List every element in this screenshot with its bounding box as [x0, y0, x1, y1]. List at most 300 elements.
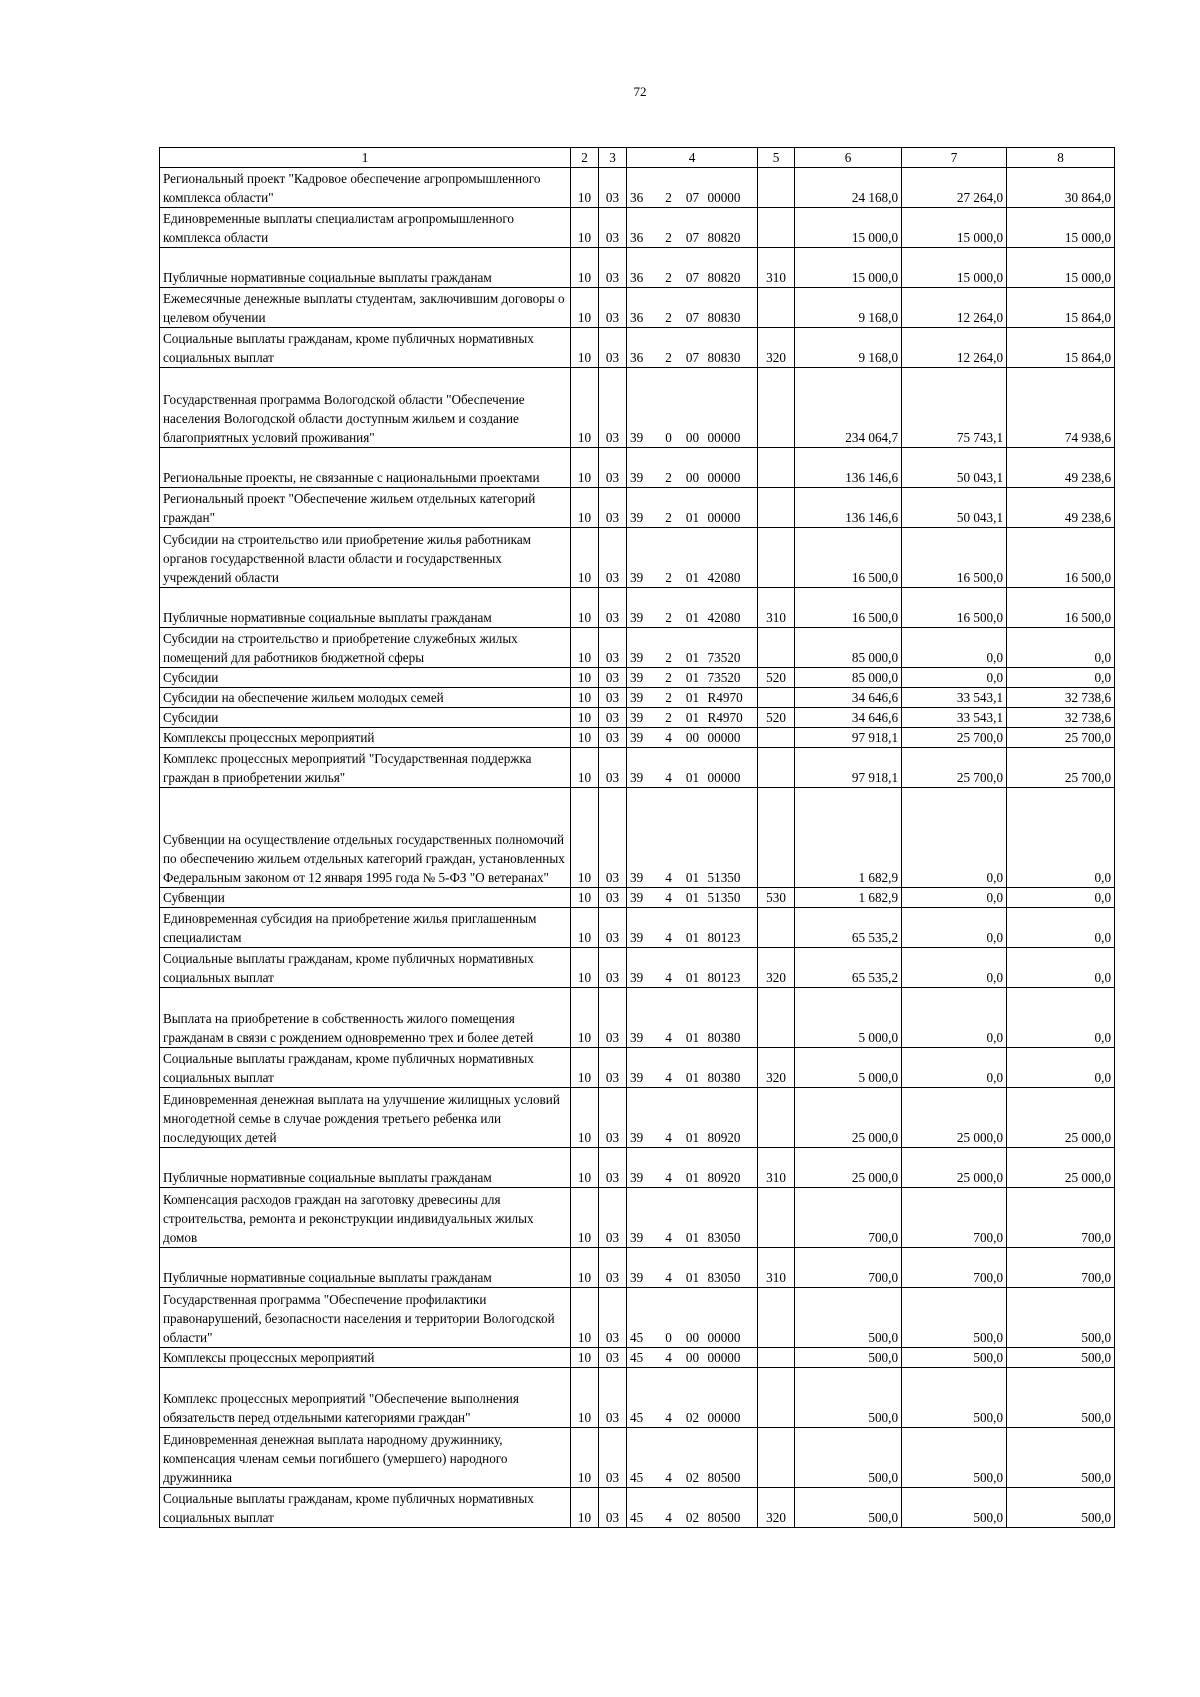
value-col-7: 0,0	[902, 788, 1007, 888]
direction-code: 00000	[705, 728, 758, 748]
subprogram-code: 0	[657, 368, 681, 448]
row-name: Государственная программа "Обеспечение профилактики правонарушений, безопасности населения и территории Вологодской области"	[160, 1288, 571, 1348]
value-col-6: 24 168,0	[795, 168, 902, 208]
subprogram-code: 2	[657, 328, 681, 368]
row-name: Ежемесячные денежные выплаты студентам, заключившим договоры о целевом обучении	[160, 288, 571, 328]
section-code: 10	[571, 728, 599, 748]
section-code: 10	[571, 368, 599, 448]
header-col-5: 5	[758, 148, 795, 168]
row-name: Социальные выплаты гражданам, кроме публичных нормативных социальных выплат	[160, 948, 571, 988]
direction-code: 80380	[705, 1048, 758, 1088]
value-col-8: 25 000,0	[1007, 1148, 1115, 1188]
row-name: Региональный проект "Обеспечение жильем отдельных категорий граждан"	[160, 488, 571, 528]
direction-code: R4970	[705, 708, 758, 728]
value-col-7: 50 043,1	[902, 448, 1007, 488]
subsection-code: 03	[599, 1488, 627, 1528]
subprogram-code: 4	[657, 948, 681, 988]
expense-type-code	[758, 788, 795, 888]
row-name: Региональный проект "Кадровое обеспечение агропромышленного комплекса области"	[160, 168, 571, 208]
event-code: 07	[681, 248, 705, 288]
subprogram-code: 4	[657, 1048, 681, 1088]
subsection-code: 03	[599, 588, 627, 628]
direction-code: 80500	[705, 1428, 758, 1488]
table-row	[160, 1368, 1115, 1428]
subprogram-code: 4	[657, 1348, 681, 1368]
program-code: 45	[627, 1368, 657, 1428]
expense-type-code	[758, 1288, 795, 1348]
direction-code: R4970	[705, 688, 758, 708]
subsection-code: 03	[599, 1288, 627, 1348]
subprogram-code: 2	[657, 168, 681, 208]
value-col-8: 15 864,0	[1007, 328, 1115, 368]
subsection-code: 03	[599, 1368, 627, 1428]
direction-code: 80920	[705, 1088, 758, 1148]
event-code: 01	[681, 708, 705, 728]
expense-type-code	[758, 988, 795, 1048]
table-row	[160, 1288, 1115, 1348]
table-row	[160, 528, 1115, 588]
subsection-code: 03	[599, 748, 627, 788]
event-code: 07	[681, 288, 705, 328]
program-code: 39	[627, 368, 657, 448]
section-code: 10	[571, 1288, 599, 1348]
subsection-code: 03	[599, 788, 627, 888]
section-code: 10	[571, 1088, 599, 1148]
event-code: 02	[681, 1368, 705, 1428]
table-row	[160, 888, 1115, 908]
event-code: 01	[681, 908, 705, 948]
subsection-code: 03	[599, 528, 627, 588]
value-col-7: 500,0	[902, 1288, 1007, 1348]
expense-type-code: 310	[758, 1248, 795, 1288]
expense-type-code	[758, 1088, 795, 1148]
event-code: 01	[681, 488, 705, 528]
program-code: 39	[627, 1188, 657, 1248]
value-col-6: 1 682,9	[795, 888, 902, 908]
expense-type-code	[758, 488, 795, 528]
direction-code: 80500	[705, 1488, 758, 1528]
value-col-6: 1 682,9	[795, 788, 902, 888]
direction-code: 80920	[705, 1148, 758, 1188]
value-col-8: 700,0	[1007, 1188, 1115, 1248]
value-col-8: 15 000,0	[1007, 208, 1115, 248]
value-col-7: 500,0	[902, 1428, 1007, 1488]
table-row	[160, 248, 1115, 288]
event-code: 01	[681, 888, 705, 908]
table-row	[160, 168, 1115, 208]
expense-type-code	[758, 1188, 795, 1248]
value-col-7: 15 000,0	[902, 248, 1007, 288]
header-col-2: 2	[571, 148, 599, 168]
value-col-8: 500,0	[1007, 1428, 1115, 1488]
section-code: 10	[571, 988, 599, 1048]
subsection-code: 03	[599, 1088, 627, 1148]
subprogram-code: 2	[657, 288, 681, 328]
row-name: Региональные проекты, не связанные с национальными проектами	[160, 448, 571, 488]
expense-type-code	[758, 1368, 795, 1428]
event-code: 00	[681, 368, 705, 448]
section-code: 10	[571, 628, 599, 668]
program-code: 39	[627, 1148, 657, 1188]
event-code: 01	[681, 628, 705, 668]
value-col-8: 0,0	[1007, 908, 1115, 948]
event-code: 00	[681, 1288, 705, 1348]
value-col-6: 15 000,0	[795, 248, 902, 288]
program-code: 36	[627, 168, 657, 208]
value-col-7: 0,0	[902, 948, 1007, 988]
row-name: Публичные нормативные социальные выплаты гражданам	[160, 1248, 571, 1288]
program-code: 39	[627, 1248, 657, 1288]
value-col-8: 15 000,0	[1007, 248, 1115, 288]
value-col-8: 49 238,6	[1007, 488, 1115, 528]
direction-code: 51350	[705, 888, 758, 908]
program-code: 39	[627, 1048, 657, 1088]
event-code: 01	[681, 748, 705, 788]
direction-code: 00000	[705, 368, 758, 448]
subprogram-code: 4	[657, 728, 681, 748]
row-name: Субсидии на строительство и приобретение служебных жилых помещений для работников бюджетной сферы	[160, 628, 571, 668]
expense-type-code: 310	[758, 1148, 795, 1188]
section-code: 10	[571, 908, 599, 948]
subsection-code: 03	[599, 888, 627, 908]
direction-code: 00000	[705, 748, 758, 788]
table-row	[160, 708, 1115, 728]
value-col-7: 25 700,0	[902, 748, 1007, 788]
value-col-8: 32 738,6	[1007, 708, 1115, 728]
value-col-8: 74 938,6	[1007, 368, 1115, 448]
event-code: 01	[681, 688, 705, 708]
subprogram-code: 2	[657, 208, 681, 248]
event-code: 01	[681, 668, 705, 688]
event-code: 01	[681, 1148, 705, 1188]
section-code: 10	[571, 1368, 599, 1428]
event-code: 01	[681, 528, 705, 588]
value-col-8: 0,0	[1007, 948, 1115, 988]
value-col-6: 9 168,0	[795, 288, 902, 328]
value-col-6: 97 918,1	[795, 748, 902, 788]
value-col-6: 97 918,1	[795, 728, 902, 748]
subprogram-code: 4	[657, 908, 681, 948]
row-name: Социальные выплаты гражданам, кроме публичных нормативных социальных выплат	[160, 1488, 571, 1528]
program-code: 39	[627, 708, 657, 728]
program-code: 39	[627, 888, 657, 908]
value-col-7: 500,0	[902, 1488, 1007, 1528]
row-name: Субсидии	[160, 668, 571, 688]
subsection-code: 03	[599, 208, 627, 248]
value-col-8: 25 700,0	[1007, 728, 1115, 748]
value-col-7: 15 000,0	[902, 208, 1007, 248]
subsection-code: 03	[599, 688, 627, 708]
value-col-8: 500,0	[1007, 1488, 1115, 1528]
row-name: Компенсация расходов граждан на заготовку древесины для строительства, ремонта и реконструкции индивидуальных жилых домов	[160, 1188, 571, 1248]
subprogram-code: 4	[657, 1368, 681, 1428]
program-code: 39	[627, 688, 657, 708]
page-number: 72	[633, 84, 647, 99]
section-code: 10	[571, 708, 599, 728]
subsection-code: 03	[599, 288, 627, 328]
value-col-6: 500,0	[795, 1288, 902, 1348]
program-code: 36	[627, 248, 657, 288]
subprogram-code: 4	[657, 988, 681, 1048]
direction-code: 00000	[705, 1368, 758, 1428]
program-code: 39	[627, 948, 657, 988]
table-row	[160, 208, 1115, 248]
program-code: 39	[627, 1088, 657, 1148]
program-code: 39	[627, 448, 657, 488]
value-col-7: 700,0	[902, 1248, 1007, 1288]
direction-code: 42080	[705, 528, 758, 588]
table-row	[160, 1248, 1115, 1288]
table-row	[160, 288, 1115, 328]
subprogram-code: 4	[657, 1188, 681, 1248]
direction-code: 80820	[705, 208, 758, 248]
direction-code: 80123	[705, 948, 758, 988]
value-col-7: 0,0	[902, 668, 1007, 688]
value-col-8: 0,0	[1007, 1048, 1115, 1088]
subprogram-code: 2	[657, 248, 681, 288]
table-row	[160, 1488, 1115, 1528]
row-name: Социальные выплаты гражданам, кроме публичных нормативных социальных выплат	[160, 328, 571, 368]
expense-type-code	[758, 908, 795, 948]
event-code: 01	[681, 1188, 705, 1248]
subprogram-code: 4	[657, 1148, 681, 1188]
row-name: Социальные выплаты гражданам, кроме публичных нормативных социальных выплат	[160, 1048, 571, 1088]
row-name: Единовременная денежная выплата на улучшение жилищных условий многодетной семье в случае рождения третьего ребенка или последующих детей	[160, 1088, 571, 1148]
subsection-code: 03	[599, 448, 627, 488]
table-row	[160, 728, 1115, 748]
expense-type-code: 530	[758, 888, 795, 908]
subsection-code: 03	[599, 368, 627, 448]
program-code: 45	[627, 1488, 657, 1528]
event-code: 00	[681, 1348, 705, 1368]
value-col-8: 30 864,0	[1007, 168, 1115, 208]
value-col-7: 25 000,0	[902, 1088, 1007, 1148]
subsection-code: 03	[599, 1348, 627, 1368]
value-col-8: 500,0	[1007, 1348, 1115, 1368]
expense-type-code	[758, 728, 795, 748]
section-code: 10	[571, 1348, 599, 1368]
table-row	[160, 328, 1115, 368]
event-code: 02	[681, 1428, 705, 1488]
expense-type-code: 520	[758, 708, 795, 728]
subprogram-code: 4	[657, 1248, 681, 1288]
value-col-6: 700,0	[795, 1248, 902, 1288]
event-code: 00	[681, 728, 705, 748]
program-code: 39	[627, 668, 657, 688]
value-col-6: 16 500,0	[795, 588, 902, 628]
value-col-6: 65 535,2	[795, 908, 902, 948]
row-name: Единовременная денежная выплата народному дружиннику, компенсация членам семьи погибшего (умершего) народного дружинника	[160, 1428, 571, 1488]
row-name: Субсидии	[160, 708, 571, 728]
subprogram-code: 2	[657, 628, 681, 668]
expense-type-code	[758, 168, 795, 208]
subsection-code: 03	[599, 988, 627, 1048]
value-col-8: 49 238,6	[1007, 448, 1115, 488]
row-name: Субсидии на строительство или приобретение жилья работникам органов государственной власти области и государственных учреждений области	[160, 528, 571, 588]
subsection-code: 03	[599, 628, 627, 668]
subsection-code: 03	[599, 1428, 627, 1488]
value-col-7: 0,0	[902, 1048, 1007, 1088]
value-col-6: 9 168,0	[795, 328, 902, 368]
table-row	[160, 628, 1115, 668]
section-code: 10	[571, 748, 599, 788]
value-col-7: 33 543,1	[902, 708, 1007, 728]
subprogram-code: 4	[657, 888, 681, 908]
table-row	[160, 688, 1115, 708]
value-col-6: 15 000,0	[795, 208, 902, 248]
table-row	[160, 668, 1115, 688]
expense-type-code: 320	[758, 1488, 795, 1528]
row-name: Комплексы процессных мероприятий	[160, 1348, 571, 1368]
subprogram-code: 4	[657, 748, 681, 788]
value-col-8: 0,0	[1007, 988, 1115, 1048]
direction-code: 83050	[705, 1248, 758, 1288]
subprogram-code: 0	[657, 1288, 681, 1348]
row-name: Субсидии на обеспечение жильем молодых семей	[160, 688, 571, 708]
expense-type-code	[758, 628, 795, 668]
section-code: 10	[571, 1188, 599, 1248]
table-row	[160, 1428, 1115, 1488]
section-code: 10	[571, 1488, 599, 1528]
section-code: 10	[571, 788, 599, 888]
subprogram-code: 2	[657, 528, 681, 588]
value-col-8: 0,0	[1007, 628, 1115, 668]
value-col-6: 34 646,6	[795, 688, 902, 708]
program-code: 36	[627, 288, 657, 328]
row-name: Выплата на приобретение в собственность жилого помещения гражданам в связи с рождением одновременно трех и более детей	[160, 988, 571, 1048]
value-col-6: 34 646,6	[795, 708, 902, 728]
expense-type-code: 310	[758, 248, 795, 288]
value-col-7: 25 000,0	[902, 1148, 1007, 1188]
program-code: 39	[627, 488, 657, 528]
value-col-6: 500,0	[795, 1368, 902, 1428]
direction-code: 00000	[705, 448, 758, 488]
section-code: 10	[571, 588, 599, 628]
event-code: 01	[681, 1048, 705, 1088]
subprogram-code: 4	[657, 1428, 681, 1488]
subprogram-code: 4	[657, 1088, 681, 1148]
expense-type-code	[758, 208, 795, 248]
event-code: 01	[681, 988, 705, 1048]
row-name: Публичные нормативные социальные выплаты гражданам	[160, 588, 571, 628]
program-code: 39	[627, 908, 657, 948]
program-code: 36	[627, 328, 657, 368]
direction-code: 00000	[705, 1348, 758, 1368]
value-col-6: 25 000,0	[795, 1148, 902, 1188]
value-col-8: 500,0	[1007, 1288, 1115, 1348]
program-code: 39	[627, 628, 657, 668]
direction-code: 80380	[705, 988, 758, 1048]
expense-type-code	[758, 688, 795, 708]
expense-type-code	[758, 528, 795, 588]
value-col-8: 0,0	[1007, 888, 1115, 908]
event-code: 01	[681, 948, 705, 988]
value-col-6: 500,0	[795, 1428, 902, 1488]
value-col-8: 16 500,0	[1007, 528, 1115, 588]
expense-type-code: 320	[758, 948, 795, 988]
subsection-code: 03	[599, 1248, 627, 1288]
value-col-7: 12 264,0	[902, 288, 1007, 328]
event-code: 01	[681, 1248, 705, 1288]
expense-type-code	[758, 288, 795, 328]
value-col-7: 12 264,0	[902, 328, 1007, 368]
row-name: Государственная программа Вологодской области "Обеспечение населения Вологодской области доступным жильем и создание благоприятных условий проживания"	[160, 368, 571, 448]
value-col-7: 16 500,0	[902, 528, 1007, 588]
program-code: 39	[627, 588, 657, 628]
subsection-code: 03	[599, 248, 627, 288]
program-code: 39	[627, 988, 657, 1048]
program-code: 45	[627, 1288, 657, 1348]
event-code: 01	[681, 1088, 705, 1148]
header-col-7: 7	[902, 148, 1007, 168]
subsection-code: 03	[599, 328, 627, 368]
section-code: 10	[571, 288, 599, 328]
value-col-8: 32 738,6	[1007, 688, 1115, 708]
value-col-7: 0,0	[902, 888, 1007, 908]
subsection-code: 03	[599, 1188, 627, 1248]
direction-code: 73520	[705, 628, 758, 668]
expense-type-code	[758, 1348, 795, 1368]
table-body	[160, 168, 1115, 1528]
section-code: 10	[571, 328, 599, 368]
value-col-8: 15 864,0	[1007, 288, 1115, 328]
program-code: 39	[627, 528, 657, 588]
table-row	[160, 588, 1115, 628]
direction-code: 80123	[705, 908, 758, 948]
table-row	[160, 1348, 1115, 1368]
section-code: 10	[571, 248, 599, 288]
value-col-6: 500,0	[795, 1348, 902, 1368]
subsection-code: 03	[599, 668, 627, 688]
row-name: Публичные нормативные социальные выплаты гражданам	[160, 248, 571, 288]
subsection-code: 03	[599, 728, 627, 748]
value-col-6: 65 535,2	[795, 948, 902, 988]
subprogram-code: 2	[657, 488, 681, 528]
direction-code: 00000	[705, 488, 758, 528]
value-col-8: 500,0	[1007, 1368, 1115, 1428]
subsection-code: 03	[599, 908, 627, 948]
budget-table	[159, 147, 1115, 1528]
expense-type-code: 320	[758, 1048, 795, 1088]
subsection-code: 03	[599, 488, 627, 528]
subsection-code: 03	[599, 1148, 627, 1188]
expense-type-code	[758, 368, 795, 448]
subprogram-code: 2	[657, 708, 681, 728]
value-col-6: 136 146,6	[795, 448, 902, 488]
direction-code: 42080	[705, 588, 758, 628]
direction-code: 00000	[705, 1288, 758, 1348]
table-row	[160, 908, 1115, 948]
value-col-7: 16 500,0	[902, 588, 1007, 628]
table-row	[160, 988, 1115, 1048]
expense-type-code	[758, 1428, 795, 1488]
value-col-7: 500,0	[902, 1368, 1007, 1428]
row-name: Комплекс процессных мероприятий "Обеспечение выполнения обязательств перед отдельными категориями граждан"	[160, 1368, 571, 1428]
direction-code: 51350	[705, 788, 758, 888]
subsection-code: 03	[599, 168, 627, 208]
subprogram-code: 4	[657, 1488, 681, 1528]
section-code: 10	[571, 528, 599, 588]
value-col-7: 33 543,1	[902, 688, 1007, 708]
program-code: 45	[627, 1428, 657, 1488]
row-name: Комплексы процессных мероприятий	[160, 728, 571, 748]
subprogram-code: 4	[657, 788, 681, 888]
direction-code: 73520	[705, 668, 758, 688]
value-col-8: 0,0	[1007, 668, 1115, 688]
section-code: 10	[571, 208, 599, 248]
value-col-6: 5 000,0	[795, 988, 902, 1048]
table-row	[160, 948, 1115, 988]
